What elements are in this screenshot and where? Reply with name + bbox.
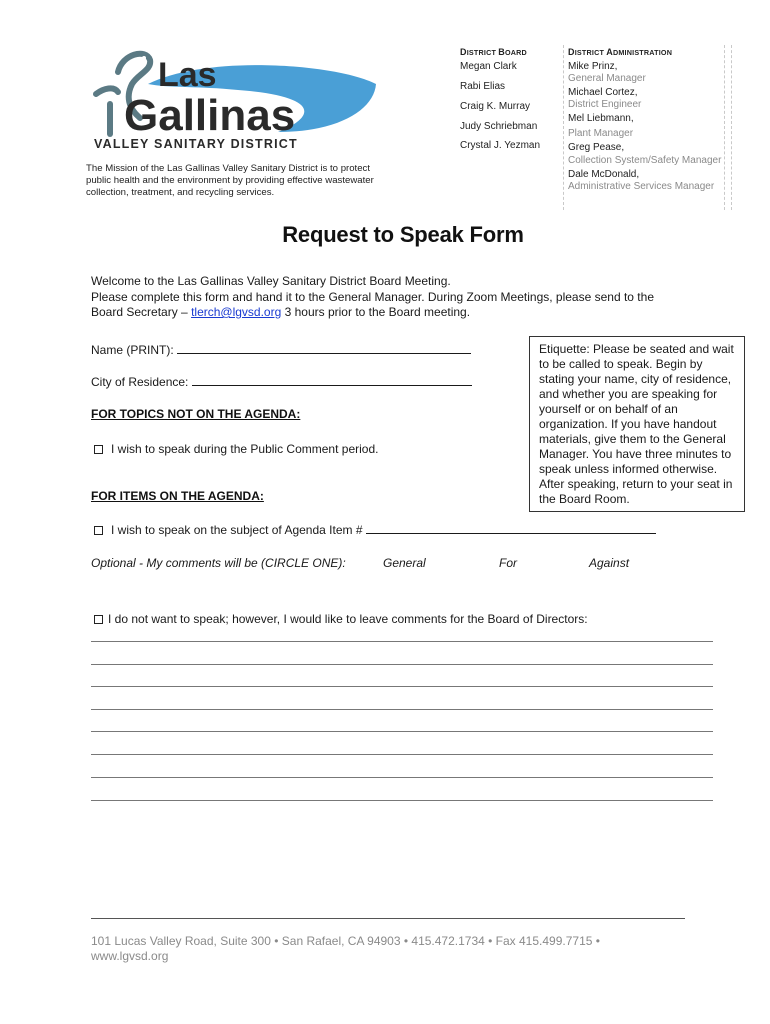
agenda-item-option (94, 523, 656, 537)
comment-line[interactable] (91, 800, 713, 801)
comment-line[interactable] (91, 777, 713, 778)
section-not-on-agenda: FOR TOPICS NOT ON THE AGENDA: (91, 407, 301, 421)
district-logo (88, 44, 378, 154)
city-input-line[interactable] (192, 375, 472, 386)
comment-line[interactable] (91, 664, 713, 665)
etiquette-box: Etiquette: Please be seated and wait to be called to speak. Begin by stating your name, city of residence, and whether you are speaking for yourself or on behalf of an organization. If you have handout materials, give them to the General Manager. You have three minutes to speak unless informed otherwise. After speaking, return to your seat in the Board Room. (529, 336, 745, 512)
staff-title: Plant Manager (568, 128, 634, 139)
optional-label: Optional - My comments will be (CIRCLE ONE): (91, 556, 346, 570)
public-comment-checkbox[interactable] (94, 445, 103, 454)
district-board (460, 47, 560, 207)
logo-text-las: Las (158, 56, 217, 94)
staff-entry (568, 61, 646, 85)
circle-option-general[interactable]: General (383, 556, 426, 570)
comments-option (94, 612, 588, 626)
staff-title: Administrative Services Manager (568, 181, 715, 192)
logo-graphic (88, 44, 378, 154)
district-administration-heading: DISTRICT ADMINISTRATION (568, 47, 673, 57)
agenda-item-checkbox[interactable] (94, 526, 103, 535)
form-title: Request to Speak Form (282, 222, 524, 247)
comment-line[interactable] (91, 731, 713, 732)
column-divider (563, 45, 564, 210)
name-label: Name (PRINT): (91, 343, 178, 357)
staff-name: Dale McDonald, (568, 169, 640, 180)
staff-entry (568, 87, 641, 111)
comment-line[interactable] (91, 754, 713, 755)
board-member: Megan Clark (460, 61, 517, 72)
comments-label: I do not want to speak; however, I would like to leave comments for the Board of Directors: (108, 612, 588, 626)
city-label: City of Residence: (91, 375, 192, 389)
comment-line[interactable] (91, 686, 713, 687)
comment-line[interactable] (91, 709, 713, 710)
name-field (91, 343, 471, 357)
comment-line[interactable] (91, 641, 713, 642)
comments-checkbox[interactable] (94, 615, 103, 624)
agenda-item-input-line[interactable] (366, 523, 656, 534)
district-board-heading: DISTRICT BOARD (460, 47, 527, 57)
circle-option-against[interactable]: Against (589, 556, 630, 570)
intro-text (91, 274, 711, 321)
staff-name: Michael Cortez, (568, 87, 638, 98)
column-divider (731, 45, 732, 210)
staff-entry (568, 142, 721, 167)
intro-line: Welcome to the Las Gallinas Valley Sanitary District Board Meeting. (91, 274, 451, 288)
footer-rule (91, 918, 685, 919)
board-member: Rabi Elias (460, 81, 506, 92)
mission-statement: The Mission of the Las Gallinas Valley Sanitary District is to protect public health and the environment by providing effective wastewater collection, treatment, and recycling services. (86, 163, 374, 198)
board-member: Judy Schriebman (460, 121, 538, 132)
staff-title: General Manager (568, 73, 646, 84)
intro-line: Board Secretary – tlerch@lgvsd.org 3 hours prior to the Board meeting. (91, 305, 471, 319)
city-field (91, 375, 472, 389)
public-comment-option (94, 442, 378, 456)
staff-name: Mike Prinz, (568, 61, 618, 72)
footer-address: 101 Lucas Valley Road, Suite 300 • San Rafael, CA 94903 • 415.472.1734 • Fax 415.499.7715 • (91, 934, 600, 948)
board-member: Craig K. Murray (460, 101, 531, 112)
name-input-line[interactable] (177, 343, 471, 354)
board-member: Crystal J. Yezman (460, 140, 541, 151)
column-divider (724, 45, 725, 210)
email-link[interactable]: tlerch@lgvsd.org (191, 305, 282, 319)
district-administration (568, 47, 728, 212)
staff-title: Collection System/Safety Manager (568, 155, 722, 166)
logo-text-gallinas: Gallinas (124, 91, 296, 140)
section-on-agenda: FOR ITEMS ON THE AGENDA: (91, 489, 264, 503)
staff-title: District Engineer (568, 99, 642, 110)
intro-line: Please complete this form and hand it to the General Manager. During Zoom Meetings, please send to the (91, 289, 654, 304)
staff-name: Greg Pease, (568, 142, 625, 153)
agenda-item-label: I wish to speak on the subject of Agenda Item # (111, 523, 366, 537)
staff-name: Mel Liebmann, (568, 113, 634, 124)
footer-website: www.lgvsd.org (91, 949, 169, 963)
public-comment-label: I wish to speak during the Public Comment period. (111, 442, 379, 456)
logo-text-district: VALLEY SANITARY DISTRICT (94, 137, 298, 151)
staff-entry (568, 169, 714, 193)
circle-option-for[interactable]: For (499, 556, 517, 570)
footer (91, 934, 691, 964)
staff-entry (568, 113, 634, 140)
